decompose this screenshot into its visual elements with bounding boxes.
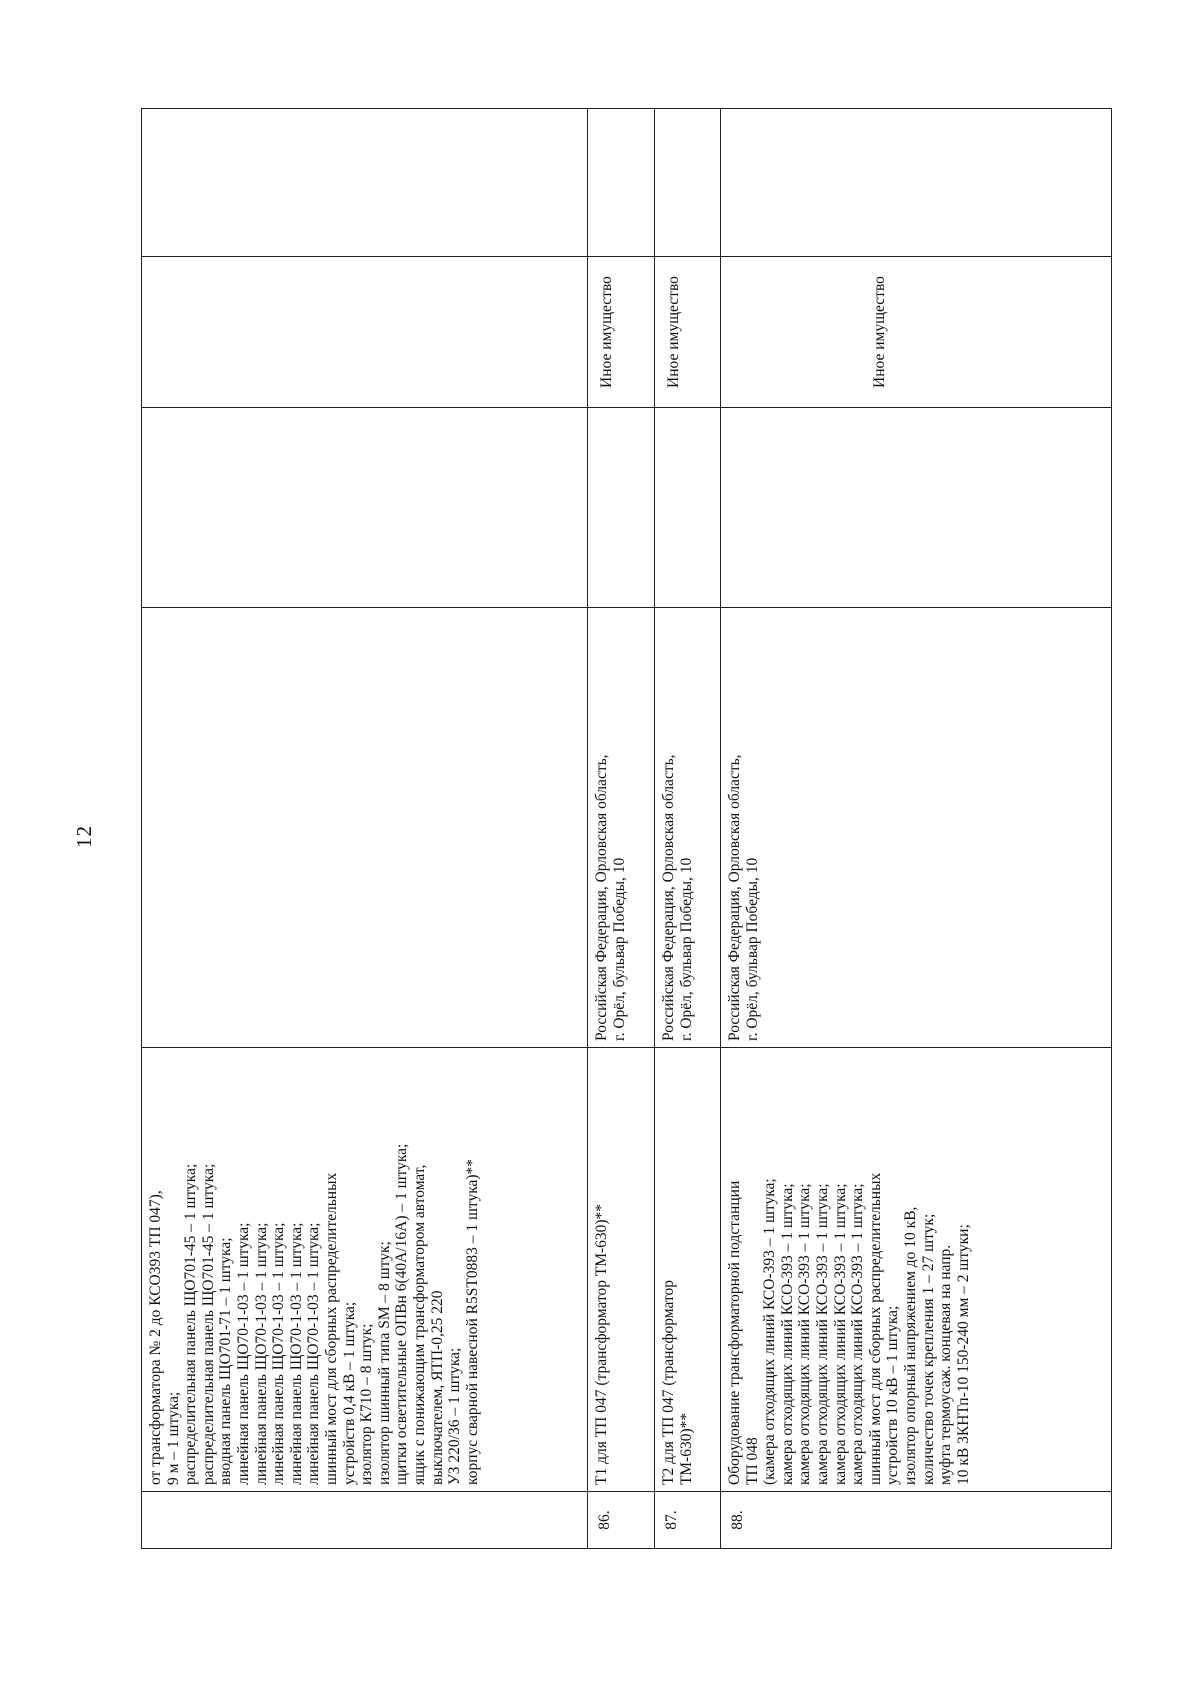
row-address [655,608,721,1048]
row-number: 86. [588,1492,655,1549]
description-line: изолятор шинный типа SM – 8 штук; [375,1241,393,1485]
row-property-type [142,257,588,408]
description-line: линейная панель ЩО70-1-03 – 1 штука; [252,1222,270,1485]
description-line: линейная панель ЩО70-1-03 – 1 штука; [234,1222,252,1485]
description-line: ТП 048 [743,1437,761,1485]
row-property-type: Иное имущество [588,257,655,408]
row-property-type: Иное имущество [721,257,1112,408]
table-row [655,109,721,1549]
property-table [141,108,1112,1549]
description-line: шинный мост для сборных распределительных [322,1172,340,1485]
address-line: Российская Федерация, Орловская область, [726,754,743,1041]
row-description [655,1048,721,1492]
description-line: 9 м – 1 штука; [164,1391,182,1485]
description-line: Т2 для ТП 047 (трансформатор [660,1279,677,1485]
description-line: линейная панель ЩО70-1-03 – 1 штука; [270,1222,288,1485]
description-line: изолятор К710 – 8 штук; [358,1323,376,1485]
row-address [588,608,655,1048]
table-row [721,109,1112,1549]
row-empty-cell [142,109,588,257]
description-line: от трансформатора № 2 до КСО393 ТП 047), [147,1190,164,1485]
description-line: камера отходящих линий КСО-393 – 1 штука; [778,1183,796,1485]
row-empty-cell [588,109,655,257]
row-property-type: Иное имущество [655,257,721,408]
row-empty-cell [721,109,1112,257]
row-address [721,608,1112,1048]
row-empty-cell [721,408,1112,608]
description-line: распределительная панель ЩО701-45 – 1 штука; [199,1163,217,1485]
row-number: 87. [655,1492,721,1549]
row-empty-cell [655,408,721,608]
row-address [142,608,588,1048]
description-line: ТМ-630)** [677,1412,695,1485]
row-empty-cell [588,408,655,608]
table-wrapper [141,109,1111,1549]
description-line: Т1 для ТП 047 (трансформатор ТМ-630)** [593,1203,610,1485]
address-line: г. Орёл, бульвар Победы, 10 [610,857,628,1041]
row-number [142,1492,588,1549]
description-line: вводная панель ЩО701-71 – 1 штука; [217,1237,235,1485]
address-line: Российская Федерация, Орловская область, [660,754,677,1041]
row-empty-cell [655,109,721,257]
description-line: 10 кВ 3КНТп-10 150-240 мм – 2 штуки; [954,1224,972,1485]
description-line: (камера отходящих линий КСО-393 – 1 штука; [761,1178,779,1485]
table-row [588,109,655,1549]
description-line: камера отходящих линий КСО-393 – 1 штука; [831,1183,849,1485]
row-empty-cell [142,408,588,608]
description-line: линейная панель ЩО70-1-03 – 1 штука; [287,1222,305,1485]
table-row [142,109,588,1549]
row-description [588,1048,655,1492]
description-line: муфта термоусаж. концевая на напр. [937,1244,955,1485]
description-line: линейная панель ЩО70-1-03 – 1 штука; [305,1222,323,1485]
address-line: Российская Федерация, Орловская область, [593,754,610,1041]
row-description [142,1048,588,1492]
row-number: 88. [721,1492,1112,1549]
description-line: распределительная панель ЩО701-45 – 1 штука; [182,1163,200,1485]
description-line: ящик с понижающим трансформатором автомат, [410,1164,428,1485]
description-line: камера отходящих линий КСО-393 – 1 штука; [849,1183,867,1485]
description-line: изолятор опорный напряжением до 10 кВ, [901,1206,919,1485]
description-line: количество точек крепления 1 – 27 штук; [919,1213,937,1485]
description-line: выключателем, ЯТП-0,25 220 [428,1290,446,1485]
description-line: камера отходящих линий КСО-393 – 1 штука; [796,1183,814,1485]
description-line: устройств 0,4 кВ – 1 штука; [340,1301,358,1485]
address-line: г. Орёл, бульвар Победы, 10 [743,857,761,1041]
description-line: устройств 10 кВ – 1 штука; [884,1305,902,1485]
description-line: корпус сварной навесной R5ST0883 – 1 штука)** [463,1158,481,1485]
page-number: 12 [72,825,96,848]
row-description [721,1048,1112,1492]
description-line: камера отходящих линий КСО-393 – 1 штука; [813,1183,831,1485]
description-line: Оборудование трансформаторной подстанции [726,1180,743,1485]
address-line: г. Орёл, бульвар Победы, 10 [677,857,695,1041]
description-line: УЗ 220/36 – 1 штука; [446,1347,464,1485]
description-line: щитки осветительные ОПВн 6(40А/16А) – 1 штука; [393,1143,411,1485]
description-line: шинный мост для сборных распределительных [866,1172,884,1485]
